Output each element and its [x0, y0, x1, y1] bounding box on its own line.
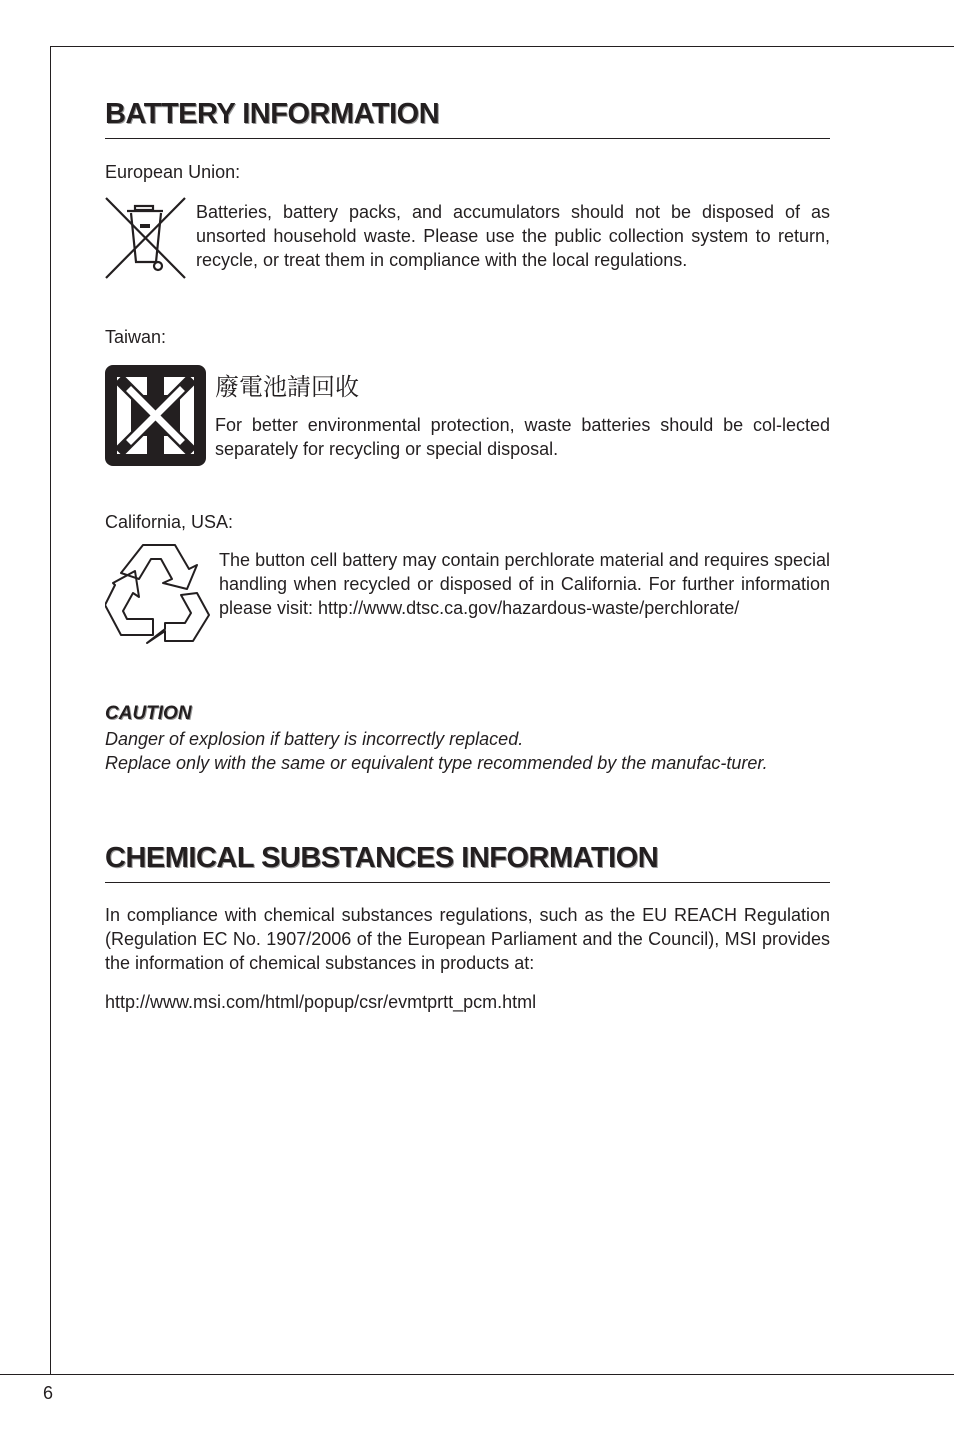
taiwan-chinese-title: 廢電池請回收: [215, 373, 359, 401]
msi-chemical-info-url[interactable]: http://www.msi.com/html/popup/csr/evmtprtt_pcm.html: [105, 992, 537, 1012]
caution-title: CAUTION: [105, 703, 192, 724]
eu-label: European Union:: [105, 162, 241, 182]
recycling-arrows-icon: [105, 543, 211, 645]
crossed-out-wheelie-bin-icon: [105, 196, 187, 280]
caution-line-1: Danger of explosion if battery is incorrectly replaced.: [105, 729, 524, 749]
chemical-substances-text: In compliance with chemical substances regulations, such as the EU REACH Regulation (Regulation EC No. 1907/2006 of the European Parliament and the Council), MSI provides the information of chemical substances in products at:: [105, 905, 830, 973]
california-battery-text: The button cell battery may contain perchlorate material and requires special handling when recycled or disposed of in California. For further information please visit: http://www.dtsc.ca.gov/hazardous-waste/perchlorate/: [219, 550, 830, 618]
chemical-substances-heading: CHEMICAL SUBSTANCES INFORMATION: [105, 842, 830, 883]
page-frame-left-rule: [50, 46, 51, 1375]
page-frame-bottom-rule: [0, 1374, 954, 1375]
taiwan-battery-recycling-icon: [105, 365, 206, 466]
battery-information-heading: BATTERY INFORMATION: [105, 98, 830, 139]
taiwan-battery-text: For better environmental protection, waste batteries should be col-lected separately for recycling or special disposal.: [215, 415, 830, 459]
eu-battery-text: Batteries, battery packs, and accumulators should not be disposed of as unsorted household waste. Please use the public collection system to return, recycle, or treat them in compliance with the local regulations.: [196, 202, 830, 270]
california-label: California, USA:: [105, 512, 234, 532]
taiwan-label: Taiwan:: [105, 327, 167, 347]
page-frame-top-rule: [50, 46, 954, 47]
caution-line-2: Replace only with the same or equivalent type recommended by the manufac-turer.: [105, 753, 768, 773]
page-number: 6: [43, 1383, 54, 1403]
